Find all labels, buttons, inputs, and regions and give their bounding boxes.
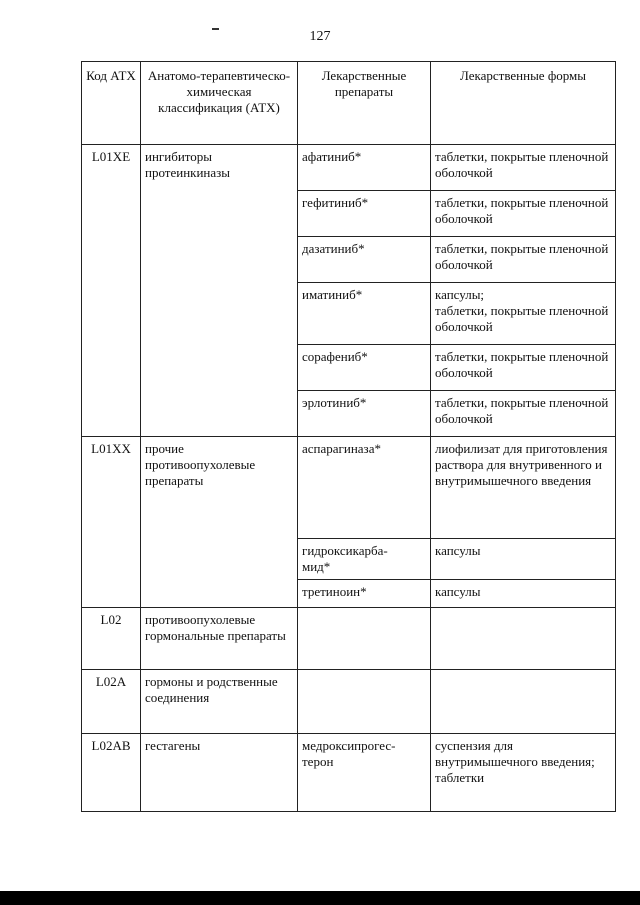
dosage-form-cell: таблетки, покрытые пленочной оболочкой [431,237,616,283]
classification-cell: противоопухолевые гормональные препараты [141,608,298,670]
dosage-form-cell: капсулы; таблетки, покрытые пленочной оболочкой [431,283,616,345]
drug-cell: эрлотиниб* [298,391,431,437]
dosage-form-cell: капсулы [431,539,616,580]
dosage-form-cell: лиофилизат для приготовления раствора для внутривенного и внутримышечного введения [431,437,616,539]
classification-cell: прочие противоопухолевые препараты [141,437,298,608]
drug-cell [298,608,431,670]
dosage-form-cell: таблетки, покрытые пленочной оболочкой [431,191,616,237]
atx-code-cell: L02A [82,670,141,734]
table-body [82,145,616,812]
atx-table [81,61,616,812]
table-row [82,437,616,539]
drug-cell: гефитиниб* [298,191,431,237]
table-row [82,670,616,734]
header-row [82,62,616,145]
drug-cell: аспарагиназа* [298,437,431,539]
table-row [82,145,616,191]
dosage-form-cell: таблетки, покрытые пленочной оболочкой [431,145,616,191]
drug-cell: третиноин* [298,580,431,608]
atx-code-cell: L02 [82,608,141,670]
dosage-form-cell [431,608,616,670]
dosage-form-cell: таблетки, покрытые пленочной оболочкой [431,391,616,437]
atx-code-cell: L02AB [82,734,141,812]
dosage-form-cell: капсулы [431,580,616,608]
dosage-form-cell: суспензия для внутримышечного введения; таблетки [431,734,616,812]
classification-cell: гормоны и родственные соединения [141,670,298,734]
dosage-form-cell: таблетки, покрытые пленочной оболочкой [431,345,616,391]
header-classification: Анатомо-терапевтическо-химическая классификация (АТХ) [141,62,298,145]
header-drugs: Лекарственные препараты [298,62,431,145]
table-row [82,734,616,812]
page-number: 127 [309,29,331,44]
atx-code-cell: L01XE [82,145,141,437]
header-forms: Лекарственные формы [431,62,616,145]
classification-cell: ингибиторы протеинкиназы [141,145,298,437]
table-row [82,608,616,670]
dosage-form-cell [431,670,616,734]
drug-cell: гидроксикарба- мид* [298,539,431,580]
drug-cell [298,670,431,734]
drug-cell: афатиниб* [298,145,431,191]
atx-code-cell: L01XX [82,437,141,608]
drug-cell: дазатиниб* [298,237,431,283]
drug-cell: иматиниб* [298,283,431,345]
scan-edge-bar [0,891,640,905]
header-code: Код АТХ [82,62,141,145]
drug-cell: медроксипрогес- терон [298,734,431,812]
classification-cell: гестагены [141,734,298,812]
drug-cell: сорафениб* [298,345,431,391]
